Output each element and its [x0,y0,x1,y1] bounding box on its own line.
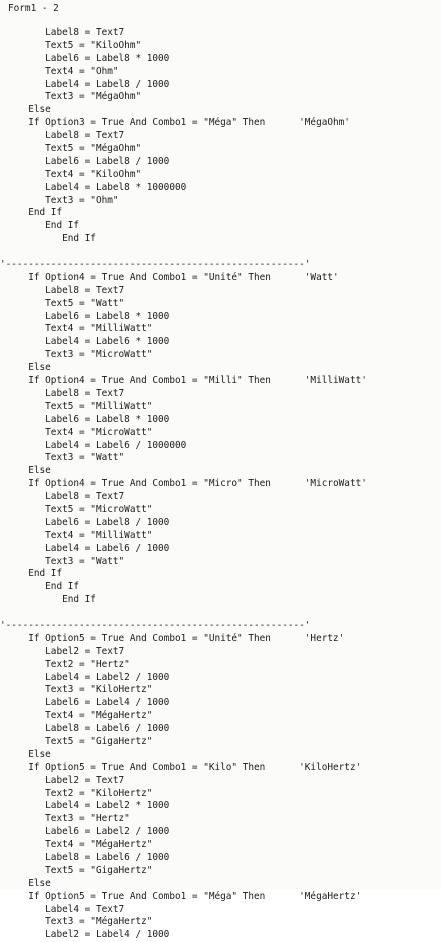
code-line: Text4 = "Ohm" [0,65,119,77]
code-line: Label6 = Label8 * 1000 [0,52,170,64]
code-line: If Option4 = True And Combo1 = "Unité" Then 'Watt' [0,271,339,283]
code-line: End If [0,233,96,245]
code-line: Label4 = Text7 [0,903,125,915]
code-line: Else [0,877,51,889]
code-line: Label4 = Label6 / 1000000 [0,439,187,451]
code-line: Text3 = "Watt" [0,452,125,464]
code-line: Label8 = Text7 [0,130,125,142]
code-line: Text5 = "MilliWatt" [0,400,153,412]
code-line: Text5 = "MicroWatt" [0,503,153,515]
code-listing [0,27,441,942]
code-line: Text4 = "MégaHertz" [0,839,153,851]
code-line: Label8 = Label6 / 1000 [0,852,170,863]
code-line: Label8 = Text7 [0,27,125,38]
code-line: If Option5 = True And Combo1 = "Unité" Then 'Hertz' [0,632,345,644]
code-line: Text2 = "KiloHertz" [0,787,153,799]
code-line: Text3 = "MégaOhm" [0,91,142,103]
code-line: Label8 = Text7 [0,491,125,503]
code-line: End If [0,581,80,593]
code-line: Text3 = "MégaHertz" [0,916,153,928]
code-line: Text3 = "Ohm" [0,194,119,206]
code-line: If Option3 = True And Combo1 = "Méga" Then 'MégaOhm' [0,117,350,129]
code-line: Label8 = Label6 / 1000 [0,723,170,735]
code-line: Text4 = "MilliWatt" [0,323,153,335]
code-line: '-----------------------------------------------------' [0,259,311,271]
code-line: Text5 = "KiloOhm" [0,39,142,51]
code-line [0,607,441,620]
code-line: Label6 = Label8 * 1000 [0,413,170,425]
code-line: Text5 = "Watt" [0,297,125,309]
code-line: Label4 = Label6 * 1000 [0,336,170,348]
code-line: If Option4 = True And Combo1 = "Milli" Then 'MilliWatt' [0,375,367,387]
code-line: Label4 = Label2 * 1000 [0,800,170,812]
code-line: Text5 = "MégaOhm" [0,143,142,155]
code-line: Else [0,362,51,374]
form-title: Form1 - 2 [8,3,59,14]
code-line: Text5 = "GigaHertz" [0,864,153,876]
code-line: Label8 = Text7 [0,284,125,296]
code-line: Label6 = Label8 * 1000 [0,310,170,322]
code-line: If Option4 = True And Combo1 = "Micro" Then 'MicroWatt' [0,478,367,490]
code-line: Else [0,748,51,760]
code-line: Else [0,465,51,477]
code-line: Text3 = "Watt" [0,555,125,567]
code-line: Label4 = Label2 / 1000 [0,671,170,683]
code-line: Text4 = "MicroWatt" [0,426,153,438]
code-line: '-----------------------------------------------------' [0,619,311,631]
code-line: Label4 = Label6 / 1000 [0,542,170,554]
code-line: If Option5 = True And Combo1 = "Méga" Then 'MégaHertz' [0,890,362,902]
code-line: Label6 = Label4 / 1000 [0,697,170,709]
code-line: Label8 = Text7 [0,387,125,399]
code-line: If Option5 = True And Combo1 = "Kilo" Then 'KiloHertz' [0,761,362,773]
code-line [0,246,441,259]
code-line: Label2 = Text7 [0,645,125,657]
code-line: Text4 = "MilliWatt" [0,529,153,541]
code-line: Else [0,104,51,116]
code-line: End If [0,207,63,219]
code-line: Text2 = "Hertz" [0,658,130,670]
code-line: Label2 = Label4 / 1000 [0,929,170,941]
code-line: Label4 = Label8 / 1000 [0,78,170,90]
code-line: Text3 = "MicroWatt" [0,349,153,361]
code-line: Text3 = "KiloHertz" [0,684,153,696]
code-line: Label4 = Label8 * 1000000 [0,181,187,193]
code-line: Label2 = Text7 [0,774,125,786]
code-line: Text3 = "Hertz" [0,813,130,825]
code-line: Label6 = Label8 / 1000 [0,155,170,167]
code-line: Label6 = Label2 / 1000 [0,826,170,838]
code-line: End If [0,594,96,606]
code-line: Text4 = "MégaHertz" [0,710,153,722]
code-line: Text4 = "KiloOhm" [0,168,142,180]
code-line: End If [0,568,63,580]
code-line: End If [0,220,80,232]
code-line: Text5 = "GigaHertz" [0,735,153,747]
code-line: Label6 = Label8 / 1000 [0,516,170,528]
